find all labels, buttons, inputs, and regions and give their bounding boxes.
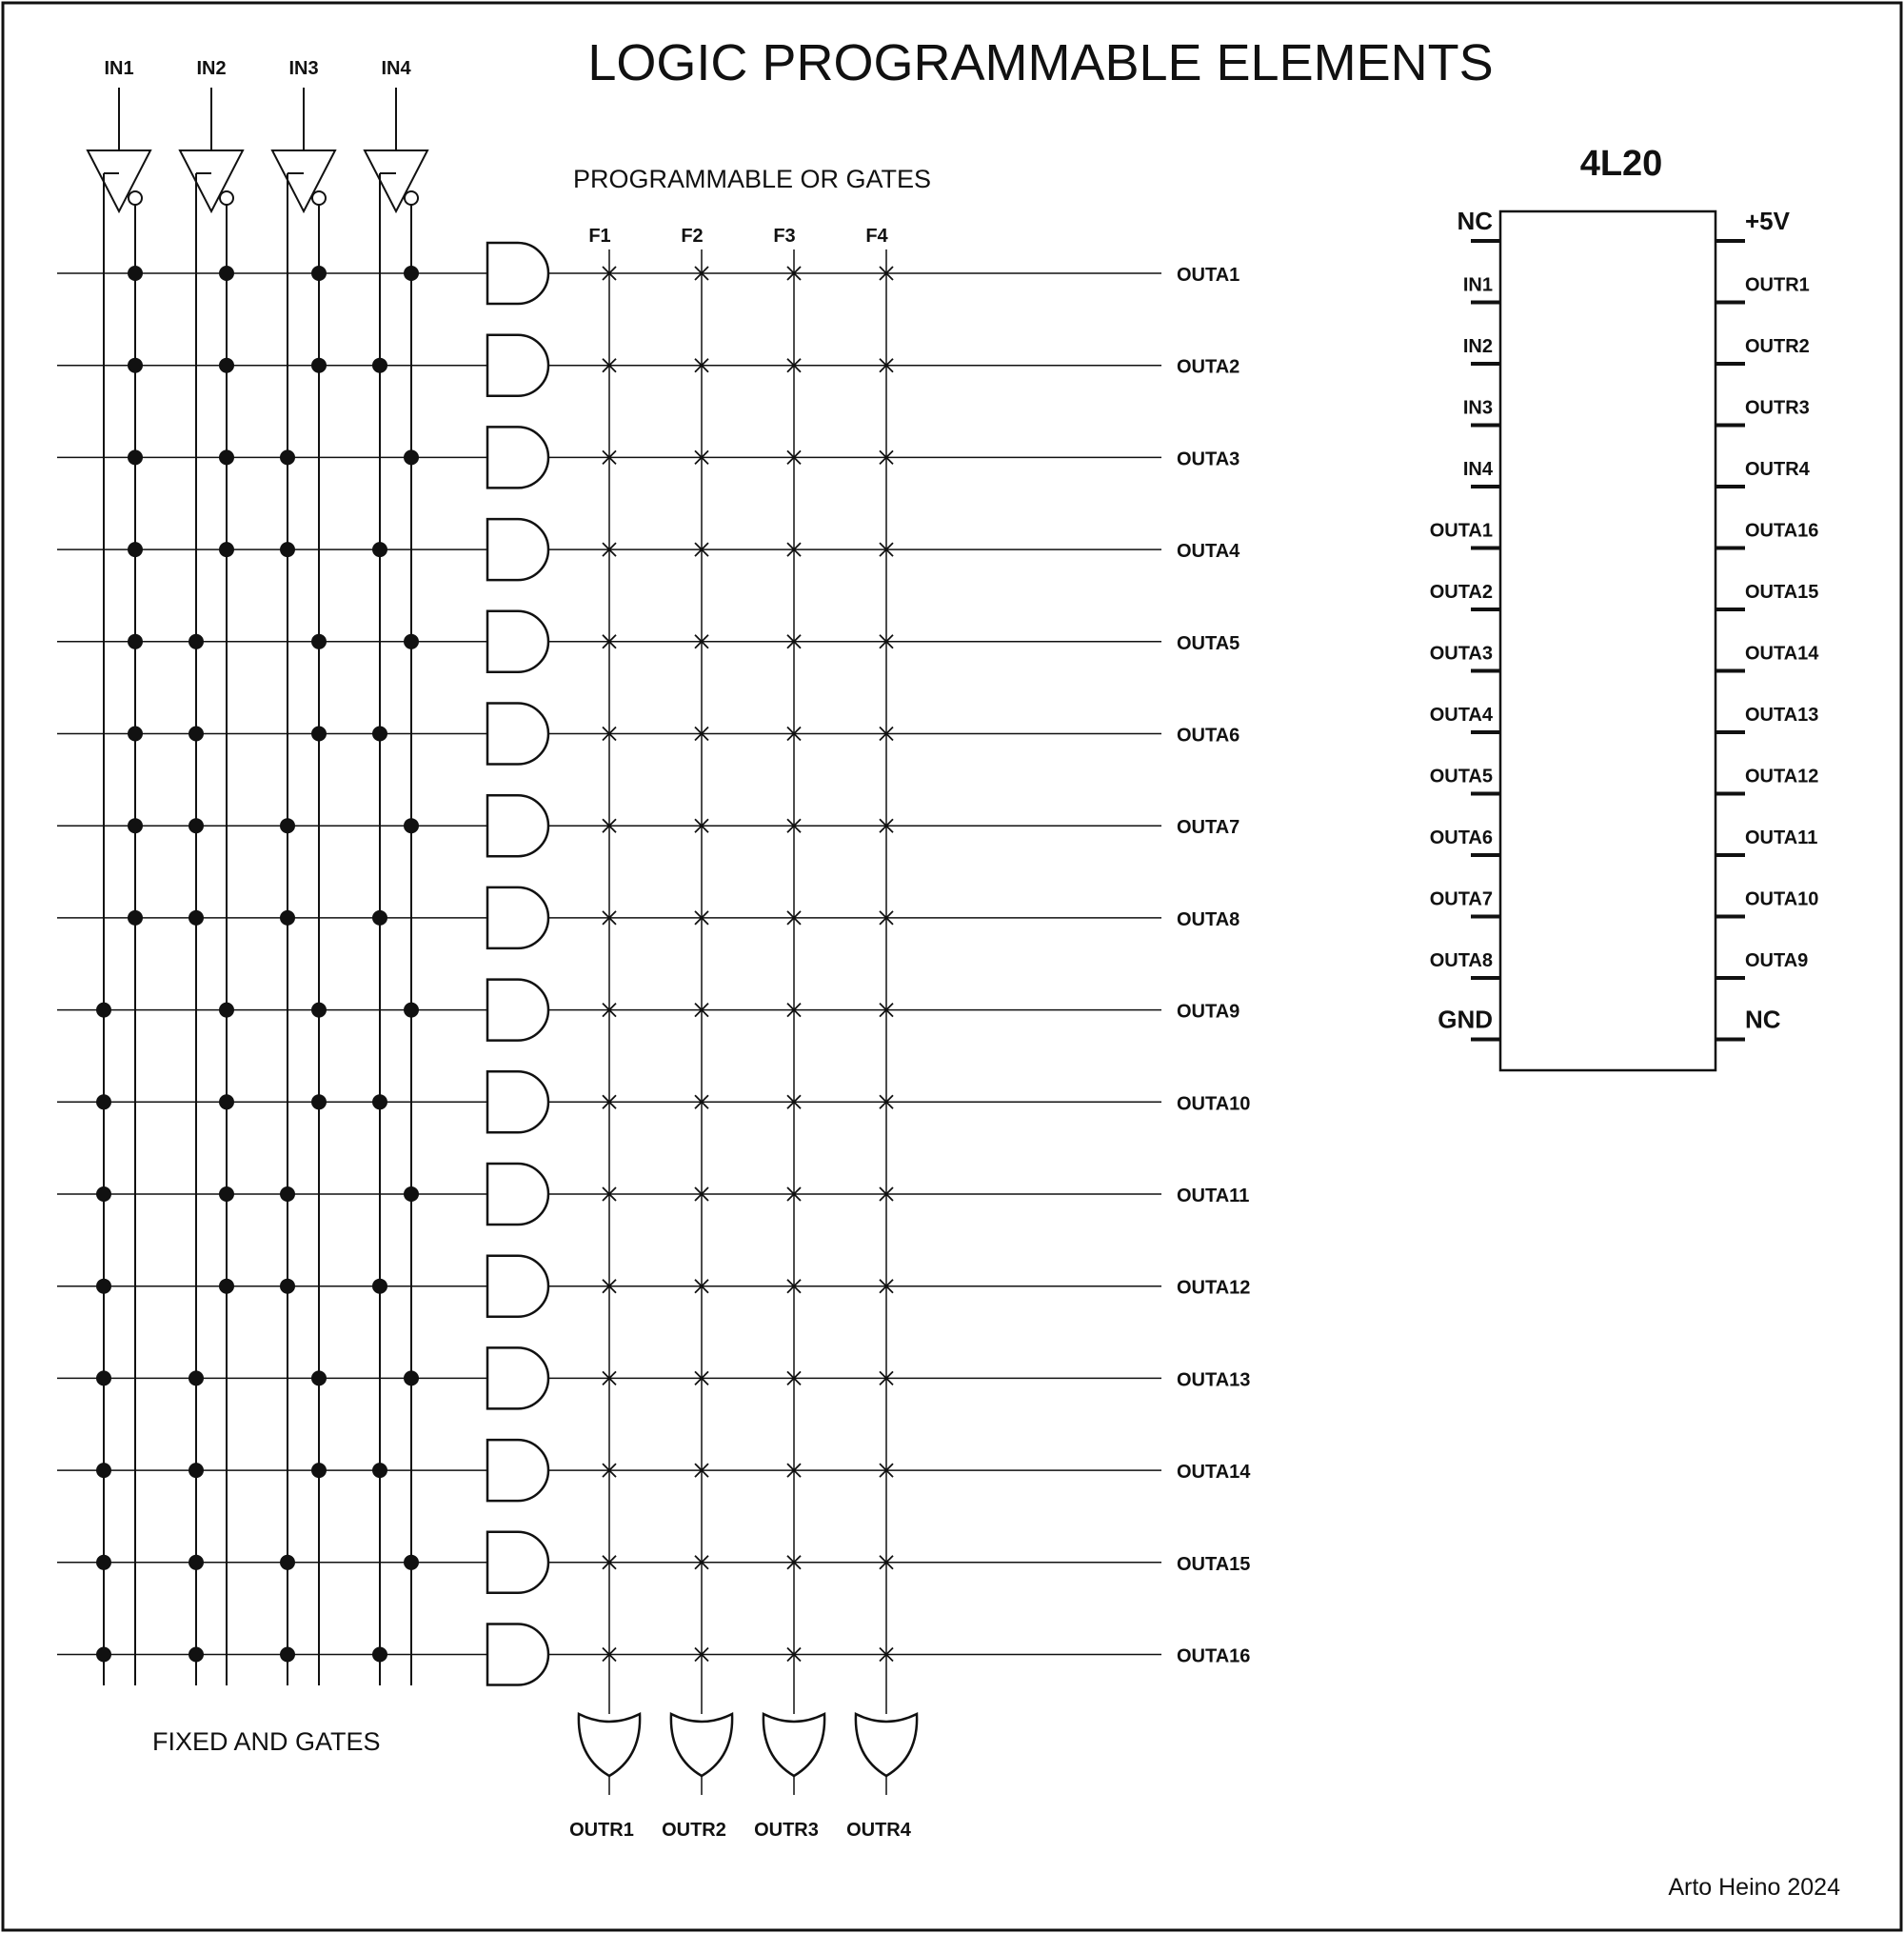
and-gate-icon [487, 980, 548, 1041]
connection-dot [280, 1555, 295, 1570]
chip-pin-label-left: GND [1438, 1005, 1493, 1034]
connection-dot [188, 818, 204, 833]
connection-dot [188, 727, 204, 742]
and-gate-icon [487, 1256, 548, 1317]
chip-pin-label-left: IN4 [1462, 459, 1493, 480]
chip-pin-label-left: OUTA6 [1429, 827, 1493, 848]
chip-pin-label-left: OUTA4 [1429, 705, 1493, 726]
chip-pin-label-right: OUTA10 [1745, 888, 1819, 910]
connection-dot [280, 542, 295, 557]
or-output-label: OUTR2 [662, 1820, 726, 1841]
and-gate-icon [487, 704, 548, 765]
and-output-label: OUTA3 [1177, 448, 1240, 470]
page-title: LOGIC PROGRAMMABLE ELEMENTS [587, 34, 1494, 91]
connection-dot [311, 1003, 327, 1018]
connection-dot [404, 634, 419, 649]
or-section-label: PROGRAMMABLE OR GATES [573, 165, 932, 193]
fuse-label-3: F3 [773, 226, 796, 247]
connection-dot [188, 1370, 204, 1385]
connection-dot [311, 727, 327, 742]
connection-dot [372, 542, 387, 557]
and-gate-icon [487, 335, 548, 396]
inverter-bubble-icon [220, 191, 233, 205]
connection-dot [96, 1279, 111, 1294]
and-gate-icon [487, 1071, 548, 1132]
chip-pin-label-right: OUTA15 [1745, 582, 1819, 603]
and-gate-icon [487, 795, 548, 856]
connection-dot [372, 1647, 387, 1663]
and-gate-icon [487, 887, 548, 948]
and-output-label: OUTA13 [1177, 1369, 1251, 1391]
connection-dot [311, 1463, 327, 1478]
connection-dot [311, 266, 327, 281]
or-gate-icon [671, 1714, 732, 1776]
connection-dot [280, 449, 295, 465]
chip-pin-label-right: +5V [1745, 207, 1790, 235]
or-gate-icon [579, 1714, 640, 1776]
connection-dot [311, 1370, 327, 1385]
connection-dot [311, 634, 327, 649]
connection-dot [280, 910, 295, 926]
connection-dot [372, 1094, 387, 1109]
connection-dot [96, 1647, 111, 1663]
chip-pin-label-left: NC [1457, 207, 1493, 235]
chip-pin-label-left: IN2 [1462, 336, 1493, 357]
connection-dot [219, 1186, 234, 1202]
chip-pin-label-right: OUTR4 [1745, 459, 1810, 480]
chip-pin-label-left: OUTA3 [1429, 643, 1493, 665]
connection-dot [96, 1094, 111, 1109]
chip-pin-label-right: OUTA11 [1745, 827, 1818, 848]
connection-dot [404, 1370, 419, 1385]
chip-pin-label-right: OUTR3 [1745, 397, 1810, 419]
connection-dot [404, 1003, 419, 1018]
connection-dot [128, 634, 143, 649]
and-output-label: OUTA16 [1177, 1645, 1251, 1667]
connection-dot [280, 1647, 295, 1663]
chip-pin-label-right: OUTA13 [1745, 705, 1819, 726]
inverter-bubble-icon [129, 191, 142, 205]
and-output-label: OUTA8 [1177, 908, 1240, 930]
connection-dot [96, 1555, 111, 1570]
and-gate-icon [487, 519, 548, 580]
fuse-label-2: F2 [681, 226, 704, 247]
and-output-label: OUTA15 [1177, 1553, 1251, 1575]
connection-dot [128, 910, 143, 926]
connection-dot [372, 1463, 387, 1478]
input-label-4: IN4 [381, 58, 411, 79]
chip-pin-label-right: OUTA12 [1745, 766, 1819, 787]
and-output-label: OUTA6 [1177, 725, 1240, 747]
or-output-label: OUTR3 [754, 1820, 819, 1841]
or-output-label: OUTR1 [569, 1820, 634, 1841]
chip-pin-label-left: OUTA5 [1429, 766, 1493, 787]
connection-dot [96, 1370, 111, 1385]
connection-dot [219, 358, 234, 373]
chip-pin-label-left: OUTA2 [1429, 582, 1493, 603]
inverter-icon [180, 150, 243, 211]
or-gate-icon [856, 1714, 917, 1776]
input-section [88, 58, 427, 1685]
connection-dot [128, 266, 143, 281]
connection-dot [128, 727, 143, 742]
fuse-label-4: F4 [865, 226, 888, 247]
and-gate-icon [487, 611, 548, 672]
connection-dot [404, 449, 419, 465]
input-label-3: IN3 [288, 58, 319, 79]
connection-dot [311, 1094, 327, 1109]
inverter-bubble-icon [405, 191, 418, 205]
connection-dot [404, 818, 419, 833]
and-gate-icon [487, 1532, 548, 1593]
and-output-label: OUTA2 [1177, 356, 1240, 378]
connection-dot [280, 818, 295, 833]
and-output-label: OUTA14 [1177, 1462, 1251, 1484]
connection-dot [188, 1555, 204, 1570]
connection-dot [188, 910, 204, 926]
chip-body [1500, 211, 1716, 1070]
and-gate-icon [487, 1164, 548, 1225]
connection-dot [219, 542, 234, 557]
connection-dot [219, 1279, 234, 1294]
chip-pin-label-right: OUTA9 [1745, 950, 1809, 971]
connection-dot [188, 634, 204, 649]
and-gate-icon [487, 1347, 548, 1408]
connection-dot [128, 818, 143, 833]
and-gate-icon [487, 1440, 548, 1501]
chip-name: 4L20 [1579, 144, 1663, 184]
and-output-label: OUTA12 [1177, 1277, 1251, 1299]
connection-dot [404, 266, 419, 281]
and-output-label: OUTA7 [1177, 817, 1240, 839]
chip-pin-label-right: OUTA14 [1745, 643, 1819, 665]
fuse-label-1: F1 [588, 226, 611, 247]
connection-dot [96, 1003, 111, 1018]
inverter-bubble-icon [312, 191, 326, 205]
and-output-label: OUTA4 [1177, 541, 1240, 563]
or-matrix [569, 226, 917, 1841]
connection-dot [372, 727, 387, 742]
connection-dot [219, 1003, 234, 1018]
and-section-label: FIXED AND GATES [152, 1727, 381, 1756]
and-output-label: OUTA5 [1177, 632, 1240, 654]
or-gate-icon [764, 1714, 824, 1776]
connection-dot [188, 1647, 204, 1663]
chip-pin-label-left: OUTA7 [1429, 888, 1493, 910]
chip-4l20 [1430, 144, 1820, 1070]
connection-dot [219, 266, 234, 281]
connection-dot [372, 910, 387, 926]
connection-dot [404, 1186, 419, 1202]
chip-pin-label-right: OUTA16 [1745, 520, 1819, 542]
and-matrix [57, 266, 487, 1663]
and-output-label: OUTA11 [1177, 1186, 1250, 1206]
and-gates [487, 243, 1251, 1685]
input-label-1: IN1 [104, 58, 134, 79]
chip-pin-label-left: IN3 [1462, 397, 1493, 419]
connection-dot [128, 449, 143, 465]
connection-dot [188, 1463, 204, 1478]
and-gate-icon [487, 427, 548, 488]
inverter-icon [365, 150, 427, 211]
and-output-label: OUTA10 [1177, 1093, 1251, 1115]
or-output-label: OUTR4 [846, 1820, 911, 1841]
connection-dot [96, 1463, 111, 1478]
connection-dot [372, 1279, 387, 1294]
chip-pin-label-right: NC [1745, 1005, 1781, 1034]
and-gate-icon [487, 243, 548, 304]
connection-dot [404, 1555, 419, 1570]
chip-pin-label-left: IN1 [1462, 274, 1493, 296]
connection-dot [372, 358, 387, 373]
and-gate-icon [487, 1624, 548, 1685]
chip-pin-label-left: OUTA8 [1429, 950, 1493, 971]
chip-pin-label-right: OUTR2 [1745, 336, 1810, 357]
connection-dot [96, 1186, 111, 1202]
chip-pin-label-right: OUTR1 [1745, 274, 1810, 296]
input-label-2: IN2 [196, 58, 227, 79]
connection-dot [128, 542, 143, 557]
connection-dot [128, 358, 143, 373]
connection-dot [280, 1279, 295, 1294]
and-output-label: OUTA1 [1177, 265, 1240, 286]
chip-pin-label-left: OUTA1 [1429, 520, 1493, 542]
connection-dot [311, 358, 327, 373]
credit: Arto Heino 2024 [1668, 1874, 1840, 1901]
connection-dot [219, 1094, 234, 1109]
inverter-icon [272, 150, 335, 211]
connection-dot [280, 1186, 295, 1202]
and-output-label: OUTA9 [1177, 1001, 1240, 1023]
connection-dot [219, 449, 234, 465]
